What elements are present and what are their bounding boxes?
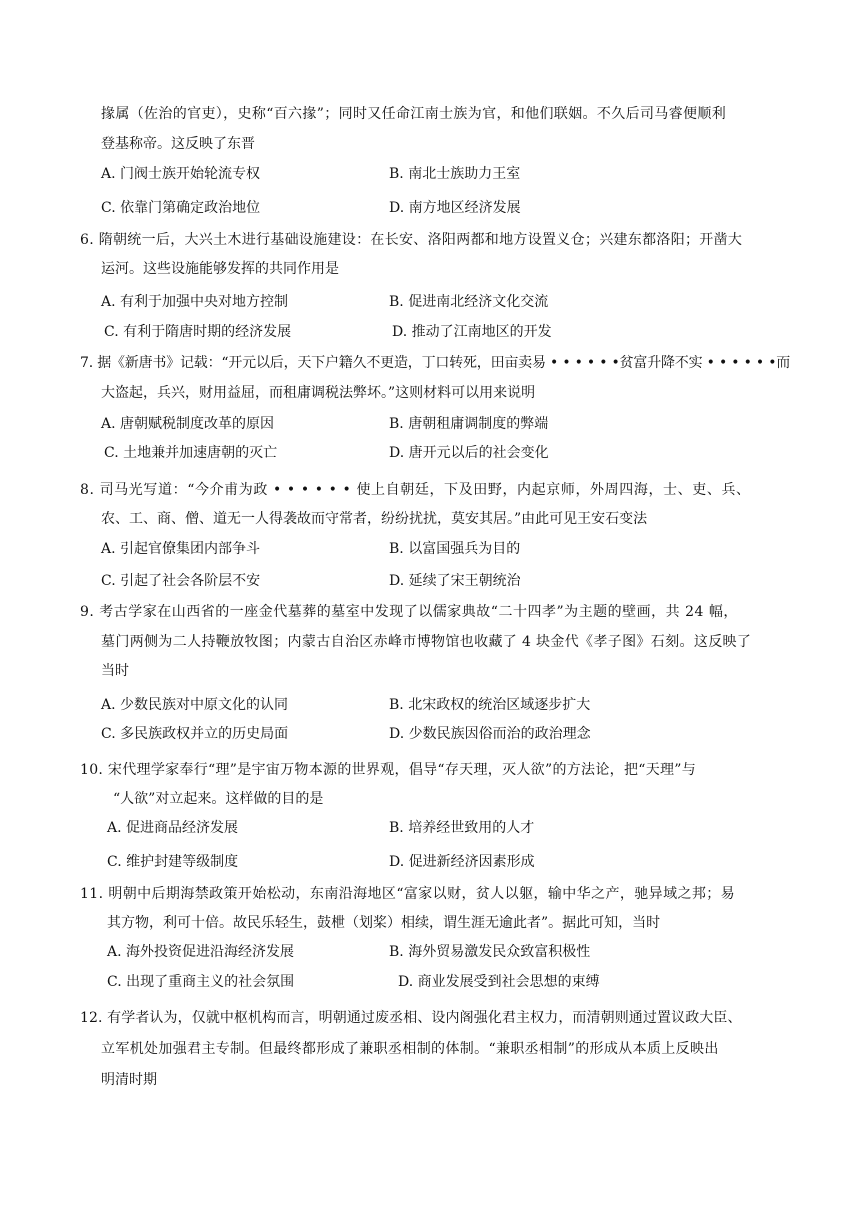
q8-stem-line-2: 农、工、商、僧、道无一人得袭故而守常者，纷纷扰扰，莫安其居。”由此可见王安石变法 [101,511,648,527]
q6-stem-line-2: 运河。这些设施能够发挥的共同作用是 [101,261,339,277]
q5-option-d: D. 南方地区经济发展 [389,200,521,216]
q10-option-c: C. 维护封建等级制度 [107,854,239,870]
q12-stem-line-2: 立军机处加强君主专制。但最终都形成了兼职丞相制的体制。“兼职丞相制”的形成从本质上反映出 [101,1041,719,1057]
q10-option-a: A. 促进商品经济发展 [107,820,239,836]
q10-stem-line-2: “人欲”对立起来。这样做的目的是 [113,791,324,807]
q7-option-c: C. 土地兼并加速唐朝的灭亡 [104,445,278,461]
q6-option-b: B. 促进南北经济文化交流 [389,294,549,310]
lead-line-1: 掾属（佐治的官吏），史称“百六掾”；同时又任命江南士族为官，和他们联姻。不久后司马睿便顺利 [101,106,727,122]
q9-stem-line-1: 9. 考古学家在山西省的一座金代墓葬的墓室中发现了以儒家典故“二十四孝”为主题的壁画，共 24 幅， [80,604,738,620]
q12-stem-line-1: 12. 有学者认为，仅就中枢机构而言，明朝通过废丞相、设内阁强化君主权力，而清朝则通过置议政大臣、 [80,1010,742,1026]
q9-option-a: A. 少数民族对中原文化的认同 [101,697,289,713]
q6-stem-line-1: 6. 隋朝统一后，大兴土木进行基础设施建设：在长安、洛阳两都和地方设置义仓；兴建东都洛阳；开凿大 [80,232,743,248]
q11-option-a: A. 海外投资促进沿海经济发展 [107,944,295,960]
q5-option-c: C. 依靠门第确定政治地位 [101,200,261,216]
q9-option-b: B. 北宋政权的统治区域逐步扩大 [389,697,591,713]
q11-stem-line-2: 其方物，利可十倍。故民乐轻生，鼓枻（划桨）相续，谓生涯无逾此者”。据此可知，当时 [107,915,661,931]
q8-stem-line-1: 8. 司马光写道：“今介甫为政 • • • • • • 使上自朝廷，下及田野，内起京师，外周四海，士、吏、兵、 [80,482,751,498]
q8-option-a: A. 引起官僚集团内部争斗 [101,541,261,557]
q6-option-c: C. 有利于隋唐时期的经济发展 [104,324,292,340]
q8-option-c: C. 引起了社会各阶层不安 [101,573,261,589]
q9-stem-line-3: 当时 [101,663,129,679]
q6-option-d: D. 推动了江南地区的开发 [392,324,552,340]
q11-option-c: C. 出现了重商主义的社会氛围 [107,974,295,990]
q7-stem-line-2: 大盗起，兵兴，财用益屈，而租庸调税法弊坏。”这则材料可以用来说明 [101,385,536,401]
q11-option-d: D. 商业发展受到社会思想的束缚 [398,974,600,990]
q7-stem-line-1: 7. 据《新唐书》记载：“开元以后，天下户籍久不更造，丁口转死，田亩卖易 • • • • • •贫富升降不实 • • • • • •而 [80,355,791,371]
q10-stem-line-1: 10. 宋代理学家奉行“理”是宇宙万物本源的世界观，倡导“存天理，灭人欲”的方法论，把“天理”与 [80,762,697,778]
lead-line-2: 登基称帝。这反映了东晋 [101,136,255,152]
q7-option-a: A. 唐朝赋税制度改革的原因 [101,416,275,432]
q6-option-a: A. 有利于加强中央对地方控制 [101,294,289,310]
q11-stem-line-1: 11. 明朝中后期海禁政策开始松动，东南沿海地区“富家以财，贫人以躯，输中华之产，驰异域之邦；易 [80,886,736,902]
q5-option-a: A. 门阀士族开始轮流专权 [101,166,261,182]
q9-stem-line-2: 墓门两侧为二人持鞭放牧图；内蒙古自治区赤峰市博物馆也收藏了 4 块金代《孝子图》石刻。这反映了 [101,634,752,650]
q10-option-d: D. 促进新经济因素形成 [389,854,535,870]
q8-option-d: D. 延续了宋王朝统治 [389,573,521,589]
q5-option-b: B. 南北士族助力王室 [389,166,521,182]
q7-option-d: D. 唐开元以后的社会变化 [389,445,549,461]
q8-option-b: B. 以富国强兵为目的 [389,541,521,557]
q9-option-d: D. 少数民族因俗而治的政治理念 [389,726,591,742]
q10-option-b: B. 培养经世致用的人才 [389,820,535,836]
q12-stem-line-3: 明清时期 [101,1072,157,1088]
q7-option-b: B. 唐朝租庸调制度的弊端 [389,416,549,432]
q9-option-c: C. 多民族政权并立的历史局面 [101,726,289,742]
q11-option-b: B. 海外贸易激发民众致富积极性 [389,944,591,960]
